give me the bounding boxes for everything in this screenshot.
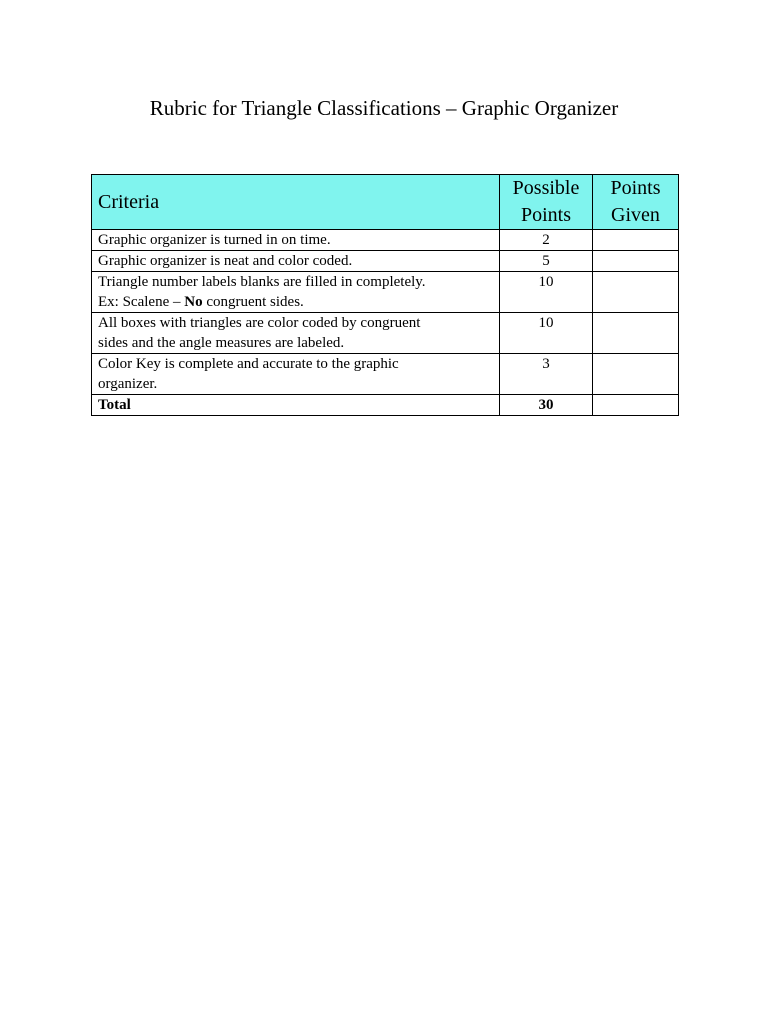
criteria-line1: Triangle number labels blanks are filled in completely. bbox=[98, 274, 426, 290]
page-title: Rubric for Triangle Classifications – Graphic Organizer bbox=[149, 96, 619, 120]
criteria-line2-post: congruent sides. bbox=[202, 294, 304, 310]
header-possible-points bbox=[500, 175, 593, 230]
row-points: 10 bbox=[500, 272, 593, 313]
row-points: 3 bbox=[500, 354, 593, 395]
rubric-table bbox=[91, 174, 679, 416]
row-criteria bbox=[92, 272, 500, 313]
table-row bbox=[92, 354, 679, 395]
criteria-line2: organizer. bbox=[98, 376, 158, 392]
total-label: Total bbox=[92, 395, 500, 416]
table-row bbox=[92, 251, 679, 272]
criteria-line1: Color Key is complete and accurate to the graphic bbox=[98, 356, 399, 372]
row-given bbox=[593, 272, 679, 313]
criteria-line1: All boxes with triangles are color coded by congruent bbox=[98, 315, 421, 331]
row-criteria bbox=[92, 354, 500, 395]
header-given-line1: Points bbox=[610, 177, 661, 199]
table-row bbox=[92, 230, 679, 251]
header-given-line2: Given bbox=[611, 204, 660, 226]
header-possible-line1: Possible bbox=[512, 177, 580, 199]
table-row bbox=[92, 272, 679, 313]
criteria-line2-bold: No bbox=[184, 294, 203, 310]
row-given bbox=[593, 354, 679, 395]
criteria-line2-pre: Ex: Scalene – bbox=[98, 294, 185, 310]
total-row bbox=[92, 395, 679, 416]
row-criteria: Graphic organizer is neat and color coded. bbox=[92, 251, 500, 272]
criteria-line2: sides and the angle measures are labeled. bbox=[98, 335, 345, 351]
row-criteria bbox=[92, 313, 500, 354]
total-given bbox=[593, 395, 679, 416]
table-row bbox=[92, 313, 679, 354]
row-points: 5 bbox=[500, 251, 593, 272]
header-criteria: Criteria bbox=[92, 175, 500, 230]
row-points: 10 bbox=[500, 313, 593, 354]
header-points-given bbox=[593, 175, 679, 230]
row-criteria: Graphic organizer is turned in on time. bbox=[92, 230, 500, 251]
row-given bbox=[593, 230, 679, 251]
header-possible-line2: Points bbox=[520, 204, 572, 226]
row-given bbox=[593, 313, 679, 354]
table-header-row bbox=[92, 175, 679, 230]
total-points: 30 bbox=[500, 395, 593, 416]
row-given bbox=[593, 251, 679, 272]
row-points: 2 bbox=[500, 230, 593, 251]
